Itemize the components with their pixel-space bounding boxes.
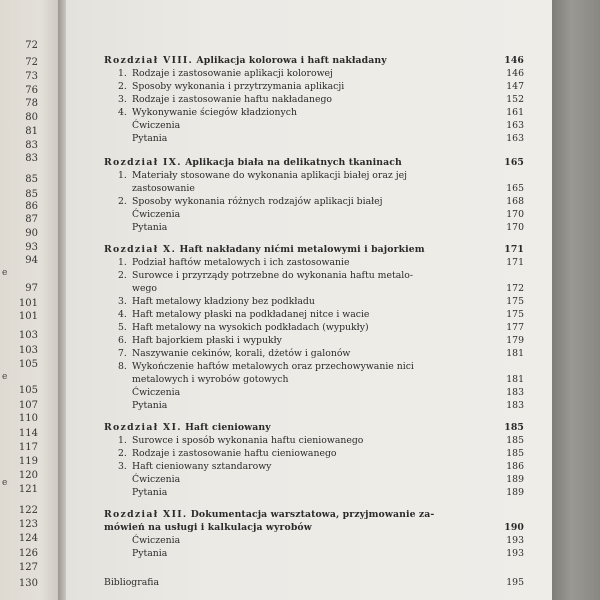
left-page-number: 121 bbox=[18, 484, 38, 495]
toc-entry bbox=[104, 132, 524, 145]
toc-entry bbox=[104, 308, 524, 321]
entry-text: Pytania bbox=[132, 133, 168, 144]
page-number: 189 bbox=[506, 474, 524, 485]
toc-entry bbox=[104, 460, 524, 473]
toc-entry bbox=[104, 106, 524, 119]
entry-text: Ćwiczenia bbox=[132, 387, 181, 398]
toc-chapter-heading bbox=[104, 156, 524, 169]
page-number: 186 bbox=[506, 461, 524, 472]
entry-text: Haft cieniowany sztandarowy bbox=[132, 461, 272, 472]
toc-entry bbox=[104, 67, 524, 80]
left-page-number: 90 bbox=[25, 228, 38, 239]
page-number: 185 bbox=[506, 448, 524, 459]
page-number: 175 bbox=[506, 309, 524, 320]
entry-number: 2. bbox=[118, 196, 127, 207]
toc-entry bbox=[104, 347, 524, 360]
left-page-number: 76 bbox=[25, 85, 38, 96]
entry-text: Pytania bbox=[132, 400, 168, 411]
entry-text: Ćwiczenia bbox=[132, 535, 181, 546]
page-number: 185 bbox=[506, 435, 524, 446]
toc-chapter-heading bbox=[104, 243, 524, 256]
background-surface bbox=[552, 0, 600, 600]
left-page-number: 105 bbox=[18, 359, 38, 370]
entry-number: 2. bbox=[118, 270, 127, 281]
entry-number: 5. bbox=[118, 322, 127, 333]
left-page-number: 83 bbox=[25, 153, 38, 164]
toc-entry bbox=[104, 547, 524, 560]
entry-text: Rodzaje i zastosowanie haftu cieniowanego bbox=[132, 448, 337, 459]
entry-number: 4. bbox=[118, 309, 127, 320]
entry-text: zastosowanie bbox=[132, 183, 195, 194]
page-number: 165 bbox=[504, 157, 524, 168]
page-number: 163 bbox=[506, 133, 524, 144]
left-page-number: 107 bbox=[18, 400, 38, 411]
entry-text: Haft bajorkiem płaski i wypukły bbox=[132, 335, 282, 346]
entry-number: 3. bbox=[118, 94, 127, 105]
left-page-number: 93 bbox=[25, 242, 38, 253]
toc-entry bbox=[104, 80, 524, 93]
toc-entry bbox=[104, 221, 524, 234]
entry-number: 4. bbox=[118, 107, 127, 118]
toc-entry bbox=[104, 521, 524, 534]
left-page-fragment: e bbox=[2, 372, 8, 382]
page-number: 170 bbox=[506, 222, 524, 233]
entry-text: mówień na usługi i kalkulacja wyrobów bbox=[104, 522, 312, 533]
entry-number: 7. bbox=[118, 348, 127, 359]
chapter-label: Rozdział VIII. bbox=[104, 55, 194, 66]
page-number: 168 bbox=[506, 196, 524, 207]
entry-text: wego bbox=[132, 283, 158, 294]
entry-text: Haft metalowy kładziony bez podkładu bbox=[132, 296, 315, 307]
toc-bibliography bbox=[104, 576, 524, 589]
page-number: 181 bbox=[506, 374, 524, 385]
left-page-number: 101 bbox=[18, 298, 38, 309]
toc-entry bbox=[104, 360, 524, 373]
entry-number: 1. bbox=[118, 170, 127, 181]
page-number: 189 bbox=[506, 487, 524, 498]
entry-text: Surowce i przyrządy potrzebne do wykonania haftu metalo- bbox=[132, 270, 413, 281]
entry-text: Pytania bbox=[132, 487, 168, 498]
toc-entry bbox=[104, 119, 524, 132]
entry-text: Haft metalowy płaski na podkładanej nitce i wacie bbox=[132, 309, 370, 320]
book-gutter bbox=[58, 0, 66, 600]
entry-text: Wykonywanie ściegów kładzionych bbox=[132, 107, 297, 118]
entry-text: Wykończenie haftów metalowych oraz przechowywanie nici bbox=[132, 361, 414, 372]
entry-text: Rodzaje i zastosowanie haftu nakładanego bbox=[132, 94, 332, 105]
chapter-label: Rozdział XII. bbox=[104, 509, 188, 520]
page-number: 175 bbox=[506, 296, 524, 307]
toc-entry bbox=[104, 373, 524, 386]
page-number: 195 bbox=[506, 577, 524, 588]
toc-entry bbox=[104, 269, 524, 282]
entry-number: 2. bbox=[118, 81, 127, 92]
page-number: 179 bbox=[506, 335, 524, 346]
entry-number: 2. bbox=[118, 448, 127, 459]
page-number: 171 bbox=[504, 244, 524, 255]
left-page-number: 127 bbox=[18, 562, 38, 573]
table-of-contents-page bbox=[66, 0, 552, 600]
entry-text: Naszywanie cekinów, korali, dżetów i galonów bbox=[132, 348, 351, 359]
toc-entry bbox=[104, 473, 524, 486]
toc-entry bbox=[104, 195, 524, 208]
chapter-title: Aplikacja biała na delikatnych tkaninach bbox=[185, 157, 402, 168]
page-number: 146 bbox=[504, 55, 524, 66]
page-number: 146 bbox=[506, 68, 524, 79]
page-number: 165 bbox=[506, 183, 524, 194]
chapter-label: Rozdział IX. bbox=[104, 157, 182, 168]
left-page-number: 120 bbox=[18, 470, 38, 481]
entry-text: Bibliografia bbox=[104, 577, 159, 588]
left-page-fragment: e bbox=[2, 268, 8, 278]
page-number: 193 bbox=[506, 548, 524, 559]
toc-entry bbox=[104, 386, 524, 399]
entry-text: Sposoby wykonania i przytrzymania aplikacji bbox=[132, 81, 345, 92]
chapter-title: Haft nakładany nićmi metalowymi i bajorkiem bbox=[179, 244, 425, 255]
toc-entry bbox=[104, 399, 524, 412]
page-number: 193 bbox=[506, 535, 524, 546]
toc-chapter-heading bbox=[104, 508, 524, 521]
left-page-number: 124 bbox=[18, 533, 38, 544]
left-page-number: 81 bbox=[25, 126, 38, 137]
entry-text: Sposoby wykonania różnych rodzajów aplikacji białej bbox=[132, 196, 383, 207]
entry-text: Pytania bbox=[132, 548, 168, 559]
toc-chapter-heading bbox=[104, 421, 524, 434]
entry-text: Pytania bbox=[132, 222, 168, 233]
left-page-number: 80 bbox=[25, 112, 38, 123]
entry-number: 8. bbox=[118, 361, 127, 372]
left-page-number: 85 bbox=[25, 189, 38, 200]
toc-entry bbox=[104, 282, 524, 295]
page-number: 152 bbox=[506, 94, 524, 105]
left-page-number: 85 bbox=[25, 174, 38, 185]
entry-text: Ćwiczenia bbox=[132, 474, 181, 485]
page-number: 183 bbox=[506, 400, 524, 411]
toc-entry bbox=[104, 321, 524, 334]
toc-chapter-heading bbox=[104, 54, 524, 67]
toc-entry bbox=[104, 295, 524, 308]
left-page-number: 86 bbox=[25, 201, 38, 212]
left-page-number: 110 bbox=[18, 413, 38, 424]
left-page bbox=[0, 0, 58, 600]
left-page-fragment: e bbox=[2, 478, 8, 488]
entry-number: 6. bbox=[118, 335, 127, 346]
left-page-number: 72 bbox=[25, 40, 38, 51]
chapter-label: Rozdział X. bbox=[104, 244, 177, 255]
page-number: 163 bbox=[506, 120, 524, 131]
left-page-number: 103 bbox=[18, 345, 38, 356]
left-page-number: 119 bbox=[18, 456, 38, 467]
page-number: 170 bbox=[506, 209, 524, 220]
page-number: 161 bbox=[506, 107, 524, 118]
entry-number: 1. bbox=[118, 435, 127, 446]
chapter-label: Rozdział XI. bbox=[104, 422, 182, 433]
toc-entry bbox=[104, 256, 524, 269]
toc-entry bbox=[104, 93, 524, 106]
page-number: 171 bbox=[506, 257, 524, 268]
entry-text: Haft metalowy na wysokich podkładach (wypukły) bbox=[132, 322, 369, 333]
left-page-number: 130 bbox=[18, 578, 38, 589]
left-page-number: 101 bbox=[18, 311, 38, 322]
left-page-number: 94 bbox=[25, 255, 38, 266]
entry-number: 3. bbox=[118, 296, 127, 307]
left-page-number: 122 bbox=[18, 505, 38, 516]
entry-text: Podział haftów metalowych i ich zastosowanie bbox=[132, 257, 350, 268]
page-number: 181 bbox=[506, 348, 524, 359]
toc-entry bbox=[104, 434, 524, 447]
left-page-number: 73 bbox=[25, 71, 38, 82]
entry-text: metalowych i wyrobów gotowych bbox=[132, 374, 289, 385]
entry-text: Ćwiczenia bbox=[132, 120, 181, 131]
left-page-number: 114 bbox=[18, 428, 38, 439]
entry-text: Ćwiczenia bbox=[132, 209, 181, 220]
page-number: 183 bbox=[506, 387, 524, 398]
toc-entry bbox=[104, 182, 524, 195]
page-number: 172 bbox=[506, 283, 524, 294]
toc-entry bbox=[104, 208, 524, 221]
entry-text: Rodzaje i zastosowanie aplikacji kolorowej bbox=[132, 68, 333, 79]
entry-number: 1. bbox=[118, 68, 127, 79]
left-page-number: 87 bbox=[25, 214, 38, 225]
left-page-number: 78 bbox=[25, 98, 38, 109]
toc-entry bbox=[104, 447, 524, 460]
toc-entry bbox=[104, 169, 524, 182]
left-page-number: 97 bbox=[25, 283, 38, 294]
page-number: 190 bbox=[504, 522, 524, 533]
left-page-number: 83 bbox=[25, 140, 38, 151]
chapter-title: Dokumentacja warsztatowa, przyjmowanie za- bbox=[190, 509, 435, 520]
toc-entry bbox=[104, 534, 524, 547]
left-page-number: 105 bbox=[18, 385, 38, 396]
page-number: 177 bbox=[506, 322, 524, 333]
left-page-number: 126 bbox=[18, 548, 38, 559]
entry-text: Materiały stosowane do wykonania aplikacji białej oraz jej bbox=[132, 170, 407, 181]
chapter-title: Haft cieniowany bbox=[185, 422, 271, 433]
left-page-number: 72 bbox=[25, 57, 38, 68]
chapter-title: Aplikacja kolorowa i haft nakładany bbox=[196, 55, 387, 66]
left-page-number: 103 bbox=[18, 330, 38, 341]
entry-text: Surowce i sposób wykonania haftu cieniowanego bbox=[132, 435, 364, 446]
toc-entry bbox=[104, 334, 524, 347]
page-number: 185 bbox=[504, 422, 524, 433]
left-page-number: 123 bbox=[18, 519, 38, 530]
entry-number: 3. bbox=[118, 461, 127, 472]
toc-entry bbox=[104, 486, 524, 499]
page-number: 147 bbox=[506, 81, 524, 92]
left-page-number: 117 bbox=[18, 442, 38, 453]
entry-number: 1. bbox=[118, 257, 127, 268]
